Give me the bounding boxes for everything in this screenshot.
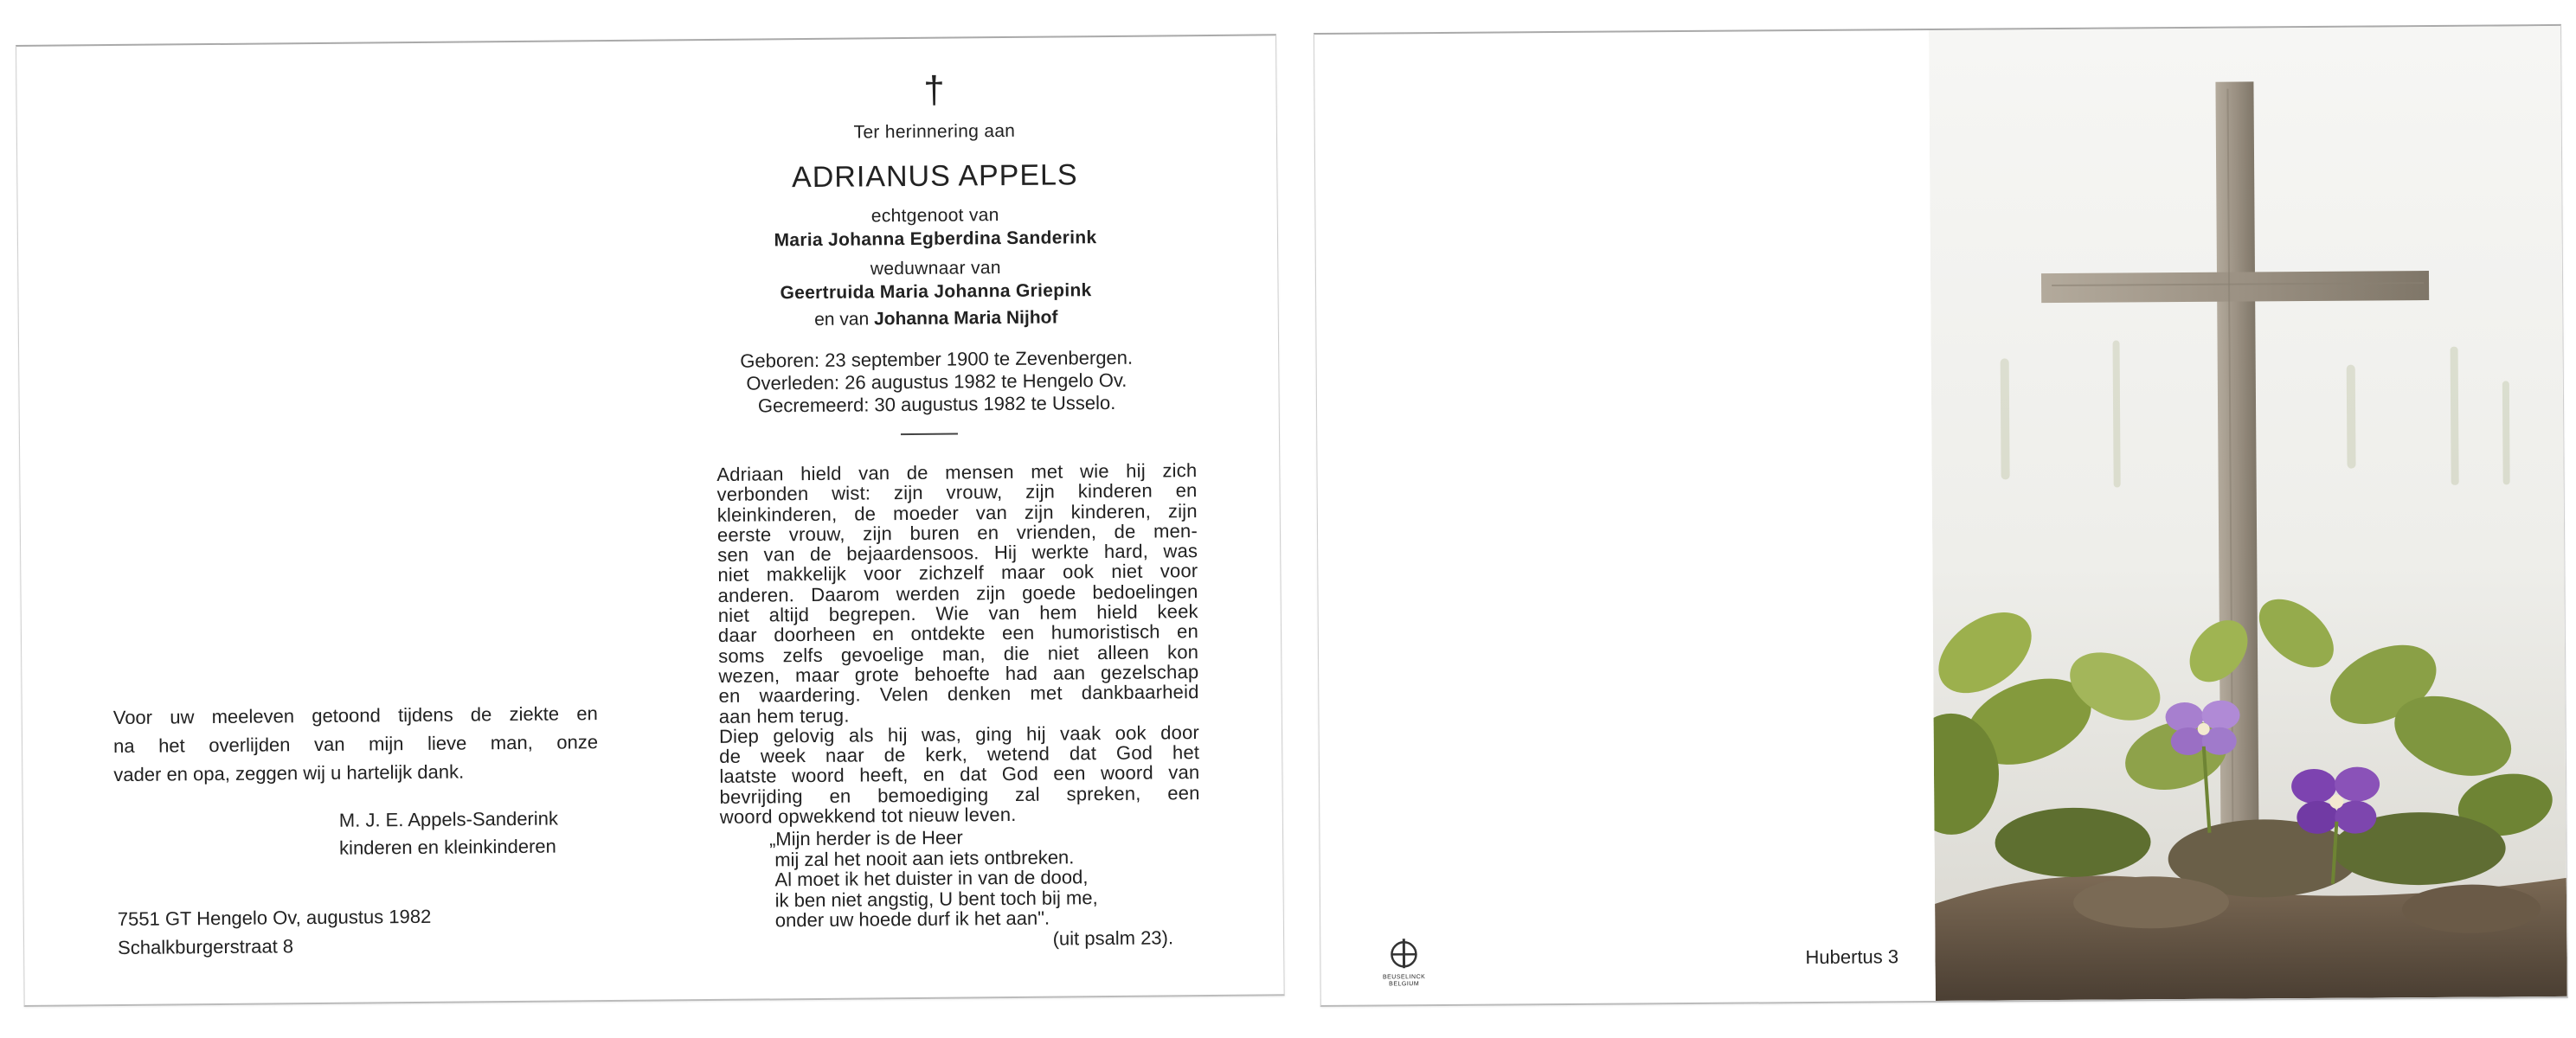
thanks-message: [113, 699, 599, 789]
deceased-name: ADRIANUS APPELS: [791, 158, 1078, 195]
thanks-line: vader en opa, zeggen wij u hartelijk dank.: [113, 760, 465, 786]
memorial-card-image-page: [1314, 24, 2568, 1007]
remembrance-heading: Ter herinnering aan: [853, 120, 1016, 143]
second-wife-name: Johanna Maria Nijhof: [873, 307, 1058, 330]
publisher-logo-icon: [1378, 937, 1429, 970]
signature-line: kinderen en kleinkinderen: [339, 835, 556, 859]
psalm-line: (uit psalm 23).: [1052, 926, 1174, 950]
signature: [339, 804, 600, 862]
biography-line: bevrijding en bemoediging zal spreken, een: [719, 781, 1200, 808]
life-dates: [677, 346, 1197, 418]
spouse-name: Maria Johanna Egberdina Sanderink: [774, 227, 1097, 251]
biography-line: aan hem terug.: [718, 704, 850, 727]
cross-symbol: †: [923, 68, 945, 112]
biography-line: Diep gelovig als hij was, ging hij vaak ook door: [718, 721, 1200, 747]
biography-line: laatste woord heeft, en dat God een woord van: [719, 761, 1200, 788]
psalm-line: mij zal het nooit aan iets ontbreken.: [774, 845, 1075, 870]
image-caption: Hubertus 3: [1805, 945, 1899, 969]
biography-line: woord opwekkend tot nieuw leven.: [719, 803, 1017, 828]
biography-line: kleinkinderen, de moeder van zijn kinderen, zijn: [716, 499, 1198, 526]
cross-with-violets-photo: [1929, 26, 2567, 1001]
thanks-line: Voor uw meeleven getoond tijdens de ziekte en: [112, 702, 598, 729]
second-wife-line: [677, 306, 1196, 331]
signature-line: M. J. E. Appels-Sanderink: [338, 807, 559, 831]
death-date: Overleden: 26 augustus 1982 te Hengelo Ov.: [746, 368, 1127, 394]
psalm-line: ik ben niet angstig, U bent toch bij me,: [774, 886, 1098, 911]
address-line: Schalkburgerstraat 8: [118, 935, 294, 959]
divider: [901, 433, 958, 436]
memorial-card-text-page: [16, 34, 1285, 1007]
spouse-label: echtgenoot van: [870, 205, 999, 227]
biography-text: [716, 460, 1200, 827]
and-of-label: en van: [814, 309, 870, 330]
biography-line: eerste vrouw, zijn buren en vrienden, de men-: [716, 519, 1198, 546]
biography-line: wezen, maar grote behoefte had aan gezelschap: [718, 661, 1199, 687]
biography-line: en waardering. Velen denken met dankbaarheid: [718, 681, 1199, 708]
family-address: [118, 901, 551, 962]
widower-label: weduwnaar van: [870, 258, 1001, 279]
photo-illustration: [1929, 26, 2567, 1001]
publisher-logo: [1378, 937, 1429, 988]
biography-line: Adriaan hield van de mensen met wie hij zich: [716, 459, 1198, 485]
psalm-line: onder uw hoede durf ik het aan".: [774, 907, 1050, 932]
psalm-line: „Mijn herder is de Heer: [768, 826, 963, 850]
first-wife-name: Geertruida Maria Johanna Griepink: [780, 280, 1092, 304]
biography-line: soms zelfs gevoelige man, die niet alleen kon: [718, 640, 1199, 667]
psalm-quote: [768, 825, 1191, 951]
publisher-name: [1378, 974, 1430, 988]
biography-line: anderen. Daarom werden zijn goede bedoelingen: [717, 580, 1198, 606]
biography-line: niet altijd begrepen. Wie van hem hield keek: [717, 600, 1198, 627]
thanks-line: na het overlijden van mijn lieve man, onze: [112, 731, 599, 758]
biography-line: daar doorheen en ontdekte een humoristisch en: [717, 620, 1199, 647]
publisher-country-line: BELGIUM: [1389, 981, 1420, 988]
biography-line: verbonden wist: zijn vrouw, zijn kinderen en: [716, 479, 1198, 506]
cremation-date: Gecremeerd: 30 augustus 1982 te Usselo.: [757, 391, 1116, 417]
biography-line: niet makkelijk voor zichzelf maar ook niet voor: [717, 560, 1198, 586]
biography-line: de week naar de kerk, wetend dat God het: [719, 741, 1200, 768]
address-line: 7551 GT Hengelo Ov, augustus 1982: [117, 905, 432, 931]
birth-date: Geboren: 23 september 1900 te Zevenbergen.: [740, 346, 1134, 372]
publisher-name-line: BEUSELINCK: [1382, 974, 1426, 981]
psalm-line: Al moet ik het duister in van de dood,: [774, 866, 1089, 891]
biography-line: sen van de bejaardensoos. Hij werkte hard, was: [717, 540, 1198, 567]
